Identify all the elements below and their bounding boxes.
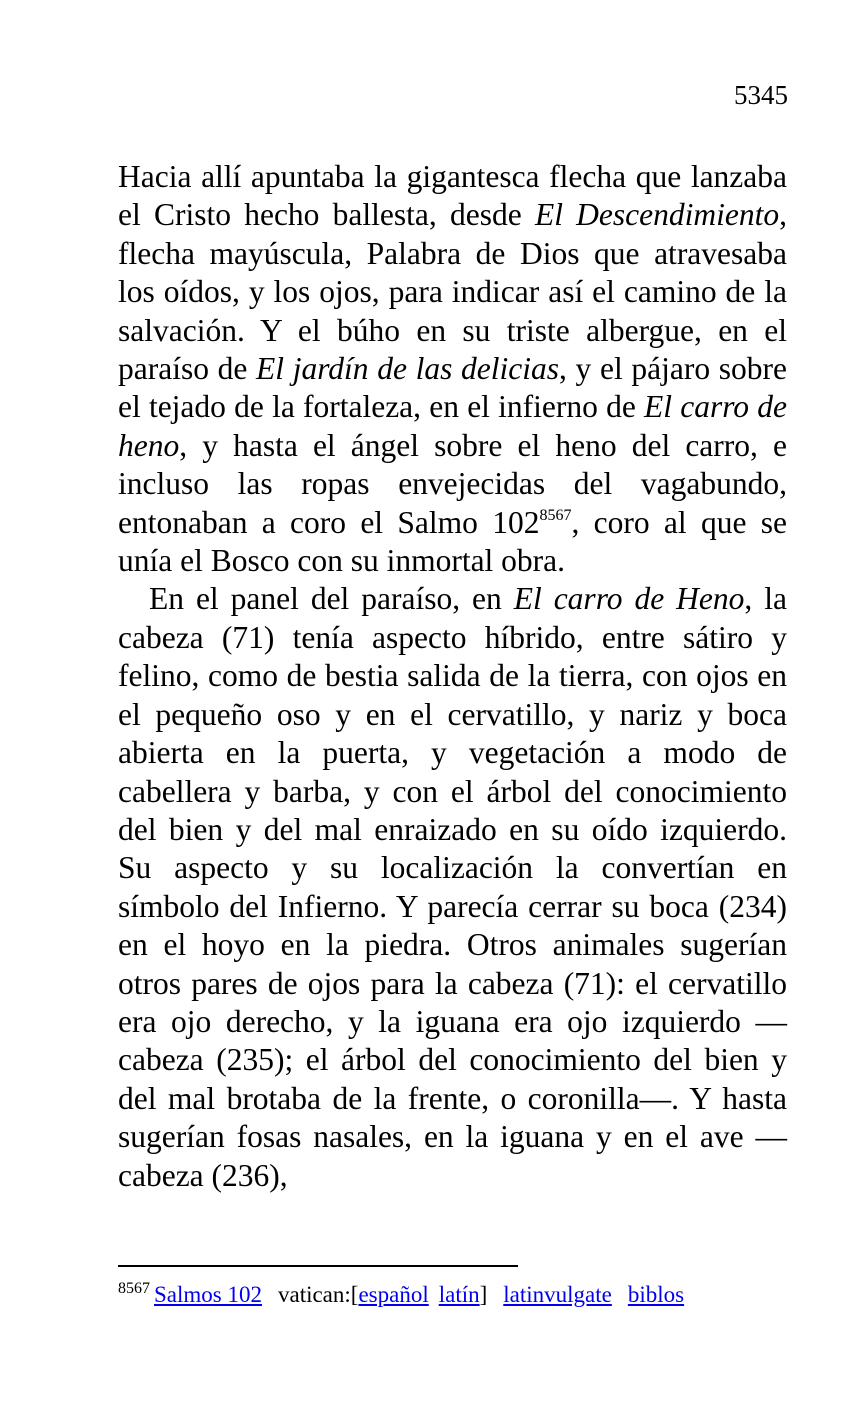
link-espanol[interactable]: español (358, 1282, 429, 1307)
text-run: En el panel del paraíso, en (149, 581, 514, 617)
text-run: , flecha mayúscula, Palabra de Dios que atravesaba los oídos, y los ojos, para indicar así el camino de la salvación. Y el búho en su triste albergue, en el paraíso de (118, 197, 787, 387)
link-latin[interactable]: latín (438, 1282, 480, 1307)
text-run: , coro al que se unía el Bosco con su inmortal obra. (118, 504, 787, 579)
vatican-label: vatican:[ (277, 1282, 359, 1307)
main-text (118, 158, 787, 1195)
close-bracket: ] (479, 1282, 488, 1307)
text-run: , la cabeza (71) tenía aspecto híbrido, entre sátiro y felino, como de bestia salida de la tierra, con ojos en el pequeño oso y en el cervatillo, y nariz y boca abierta en la puerta, y vegetación a modo de cabellera y barba, y con el árbol del conocimiento del bien y del mal enraizado en su oído izquierdo. Su aspecto y su localización la convertían en símbolo del Infierno. Y parecía cerrar su boca (234) en el hoyo en la piedra. Otros animales sugerían otros pares de ojos para la cabeza (71): el cervatillo era ojo derecho, y la iguana era ojo izquierdo —cabeza (235); el árbol del conocimiento del bien y del mal brotaba de la frente, o coronilla—. Y hasta sugerían fosas nasales, en la iguana y en el ave —cabeza (236), (118, 581, 787, 1193)
paragraph-1 (118, 158, 787, 580)
footnote-divider (118, 1265, 518, 1267)
text-run: , y hasta el ángel sobre el heno del carro, e incluso las ropas envejecidas del vagabundo, entonaban a coro el Salmo 102 (118, 427, 787, 540)
artwork-title-descendimiento: El Descendimiento (534, 197, 780, 233)
footnote (118, 1280, 684, 1310)
artwork-title-carro: El carro de heno (118, 389, 787, 463)
link-latinvulgate[interactable]: latinvulgate (503, 1282, 612, 1307)
link-biblos[interactable]: biblos (627, 1282, 685, 1307)
text-run: Hacia allí apuntaba la gigantesca flecha que lanzaba el Cristo hecho ballesta, desde (118, 159, 787, 233)
footnote-number: 8567 (118, 1280, 150, 1297)
link-salmos-102[interactable]: Salmos 102 (154, 1282, 262, 1307)
artwork-title-jardin: El jardín de las delicias (256, 351, 560, 387)
paragraph-2 (118, 580, 787, 1195)
text-run: , y el pájaro sobre el tejado de la fortaleza, en el infierno de (118, 351, 787, 425)
page-number: 5345 (734, 80, 788, 110)
footnote-reference[interactable]: 8567 (539, 506, 572, 524)
artwork-title-carro-heno: El carro de Heno (513, 581, 745, 617)
